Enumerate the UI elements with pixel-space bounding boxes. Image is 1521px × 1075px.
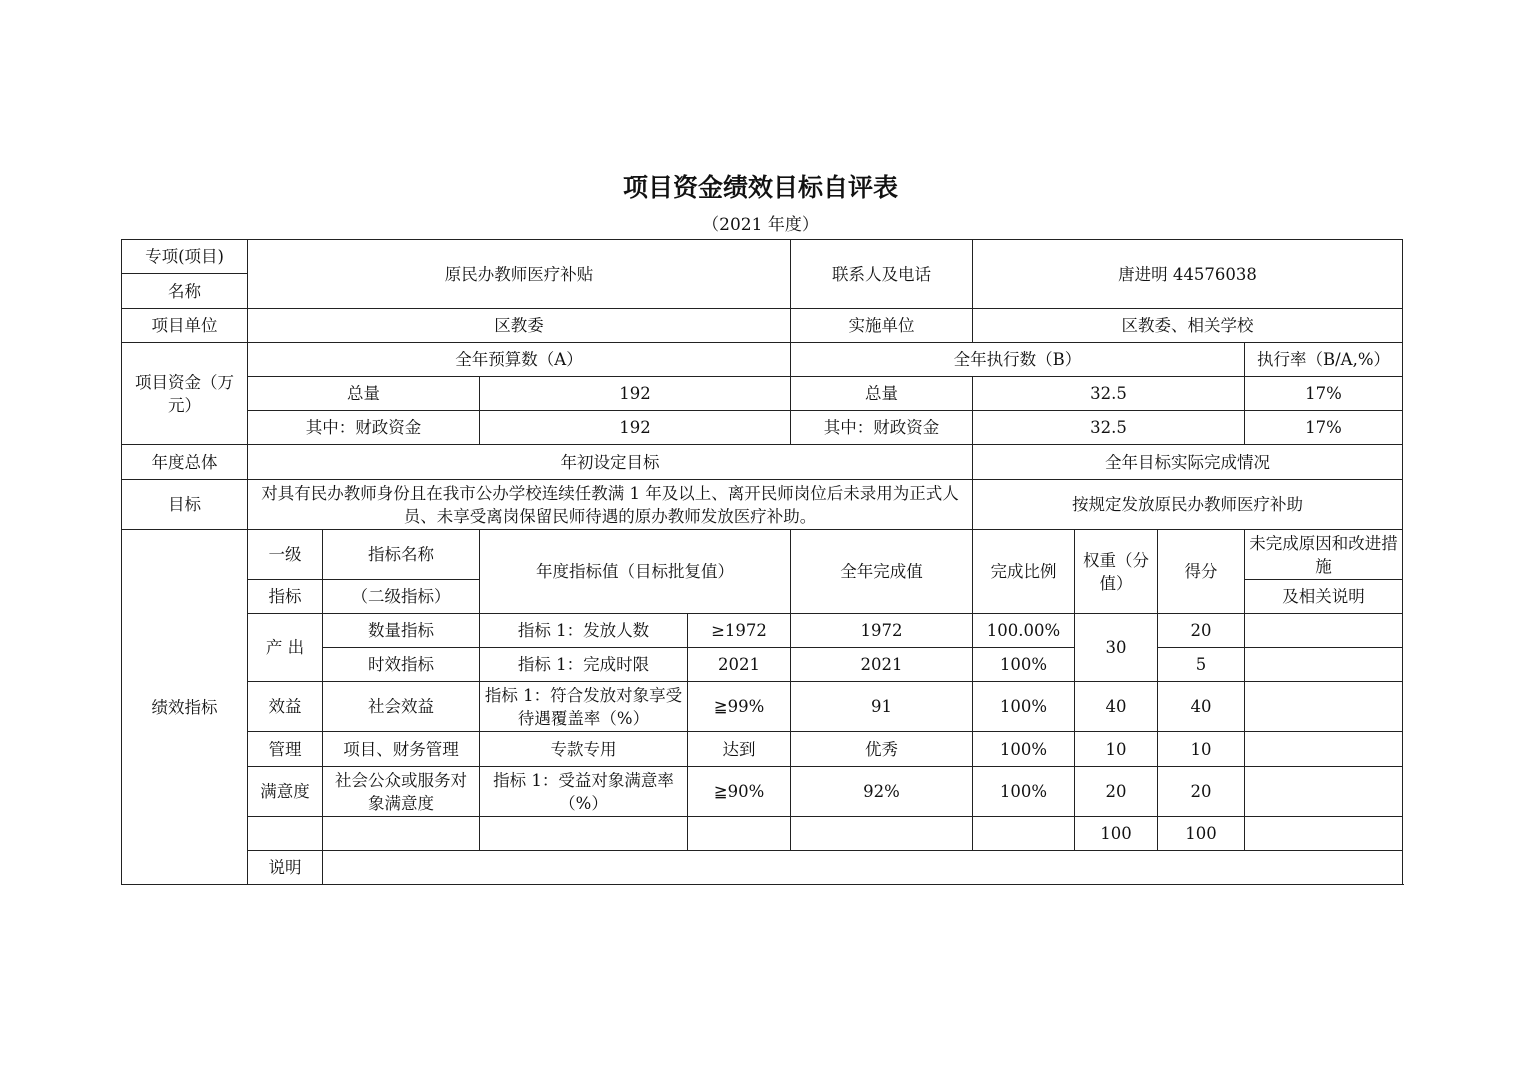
perf-level-management: 管理 [248, 732, 323, 767]
impl-label: 实施单位 [791, 309, 973, 343]
empty-cell [1245, 817, 1403, 851]
exec-total-value: 32.5 [973, 377, 1245, 411]
perf-reason [1245, 682, 1403, 732]
table-row [122, 732, 1403, 767]
perf-ratio: 100% [973, 682, 1075, 732]
perf-score: 20 [1158, 614, 1245, 648]
total-score: 100 [1158, 817, 1245, 851]
perf-score: 20 [1158, 767, 1245, 817]
perf-h-done: 全年完成值 [791, 530, 973, 614]
perf-name: 时效指标 [323, 648, 480, 682]
perf-h-ratio: 完成比例 [973, 530, 1075, 614]
exec-fiscal-value: 32.5 [973, 411, 1245, 445]
exec-total-label: 总量 [791, 377, 973, 411]
perf-done: 1972 [791, 614, 973, 648]
perf-h-level-1: 一级 [248, 530, 323, 580]
contact-value: 唐进明 44576038 [973, 240, 1403, 309]
perf-target-name: 指标 1：符合发放对象享受待遇覆盖率（%） [480, 682, 688, 732]
project-name-label-1: 专项(项目) [122, 240, 248, 274]
perf-reason [1245, 648, 1403, 682]
perf-ratio: 100.00% [973, 614, 1075, 648]
perf-ratio: 100% [973, 732, 1075, 767]
rate-fiscal: 17% [1245, 411, 1403, 445]
perf-h-reason-1: 未完成原因和改进措施 [1245, 530, 1403, 580]
table-row [122, 767, 1403, 817]
notes-label: 说明 [248, 851, 323, 885]
perf-level-benefit: 效益 [248, 682, 323, 732]
perf-target-name: 指标 1：受益对象满意率（%） [480, 767, 688, 817]
perf-reason [1245, 732, 1403, 767]
doc-title: 项目资金绩效目标自评表 [622, 173, 898, 202]
evaluation-table [121, 239, 1403, 885]
empty-cell [688, 817, 791, 851]
project-name-label-2: 名称 [122, 274, 248, 309]
budget-total-value: 192 [480, 377, 791, 411]
perf-name: 项目、财务管理 [323, 732, 480, 767]
perf-target-value: ≧90% [688, 767, 791, 817]
goal-set-text: 对具有民办教师身份且在我市公办学校连续任教满 1 年及以上、离开民师岗位后未录用为正式人员、未享受离岗保留民师待遇的原办教师发放医疗补助。 [248, 480, 973, 530]
goal-actual-text: 按规定发放原民办教师医疗补助 [973, 480, 1403, 530]
perf-target-value: 达到 [688, 732, 791, 767]
perf-ratio: 100% [973, 648, 1075, 682]
perf-reason [1245, 614, 1403, 648]
perf-done: 92% [791, 767, 973, 817]
total-weight: 100 [1075, 817, 1158, 851]
perf-label: 绩效指标 [122, 530, 248, 885]
perf-score: 10 [1158, 732, 1245, 767]
empty-cell [480, 817, 688, 851]
impl-value: 区教委、相关学校 [973, 309, 1403, 343]
rate-header: 执行率（B/A,%） [1245, 343, 1403, 377]
perf-h-target: 年度指标值（目标批复值） [480, 530, 791, 614]
budget-fiscal-value: 192 [480, 411, 791, 445]
perf-weight: 20 [1075, 767, 1158, 817]
perf-h-name-2: （二级指标） [323, 580, 480, 614]
perf-h-reason-2: 及相关说明 [1245, 580, 1403, 614]
doc-subtitle: （2021 年度） [702, 215, 819, 235]
perf-weight: 40 [1075, 682, 1158, 732]
unit-label: 项目单位 [122, 309, 248, 343]
perf-level-satisfaction: 满意度 [248, 767, 323, 817]
perf-name: 社会公众或服务对象满意度 [323, 767, 480, 817]
perf-target-value: ≥1972 [688, 614, 791, 648]
table-row [122, 682, 1403, 732]
perf-ratio: 100% [973, 767, 1075, 817]
budget-header: 全年预算数（A） [248, 343, 791, 377]
empty-cell [323, 817, 480, 851]
budget-fiscal-label: 其中：财政资金 [248, 411, 480, 445]
perf-done: 2021 [791, 648, 973, 682]
project-name-value: 原民办教师医疗补贴 [248, 240, 791, 309]
goal-label-1: 年度总体 [122, 445, 248, 480]
perf-target-name: 指标 1：发放人数 [480, 614, 688, 648]
goal-set-header: 年初设定目标 [248, 445, 973, 480]
notes-value [323, 851, 1403, 885]
exec-fiscal-label: 其中：财政资金 [791, 411, 973, 445]
perf-score: 40 [1158, 682, 1245, 732]
perf-done: 优秀 [791, 732, 973, 767]
perf-target-name: 指标 1：完成时限 [480, 648, 688, 682]
funds-label: 项目资金（万元） [122, 343, 248, 445]
perf-target-value: ≧99% [688, 682, 791, 732]
rate-total: 17% [1245, 377, 1403, 411]
perf-h-weight: 权重（分值） [1075, 530, 1158, 614]
contact-label: 联系人及电话 [791, 240, 973, 309]
empty-cell [973, 817, 1075, 851]
perf-weight: 10 [1075, 732, 1158, 767]
totals-row [122, 817, 1403, 851]
perf-weight: 30 [1075, 614, 1158, 682]
unit-value: 区教委 [248, 309, 791, 343]
perf-done: 91 [791, 682, 973, 732]
exec-header: 全年执行数（B） [791, 343, 1245, 377]
perf-h-score: 得分 [1158, 530, 1245, 614]
table-row [122, 614, 1403, 648]
perf-h-level-2: 指标 [248, 580, 323, 614]
perf-h-name-1: 指标名称 [323, 530, 480, 580]
budget-total-label: 总量 [248, 377, 480, 411]
perf-name: 社会效益 [323, 682, 480, 732]
empty-cell [791, 817, 973, 851]
goal-actual-header: 全年目标实际完成情况 [973, 445, 1403, 480]
perf-level-output: 产 出 [248, 614, 323, 682]
perf-score: 5 [1158, 648, 1245, 682]
empty-cell [248, 817, 323, 851]
perf-reason [1245, 767, 1403, 817]
goal-label-2: 目标 [122, 480, 248, 530]
perf-target-value: 2021 [688, 648, 791, 682]
perf-target-name: 专款专用 [480, 732, 688, 767]
perf-name: 数量指标 [323, 614, 480, 648]
